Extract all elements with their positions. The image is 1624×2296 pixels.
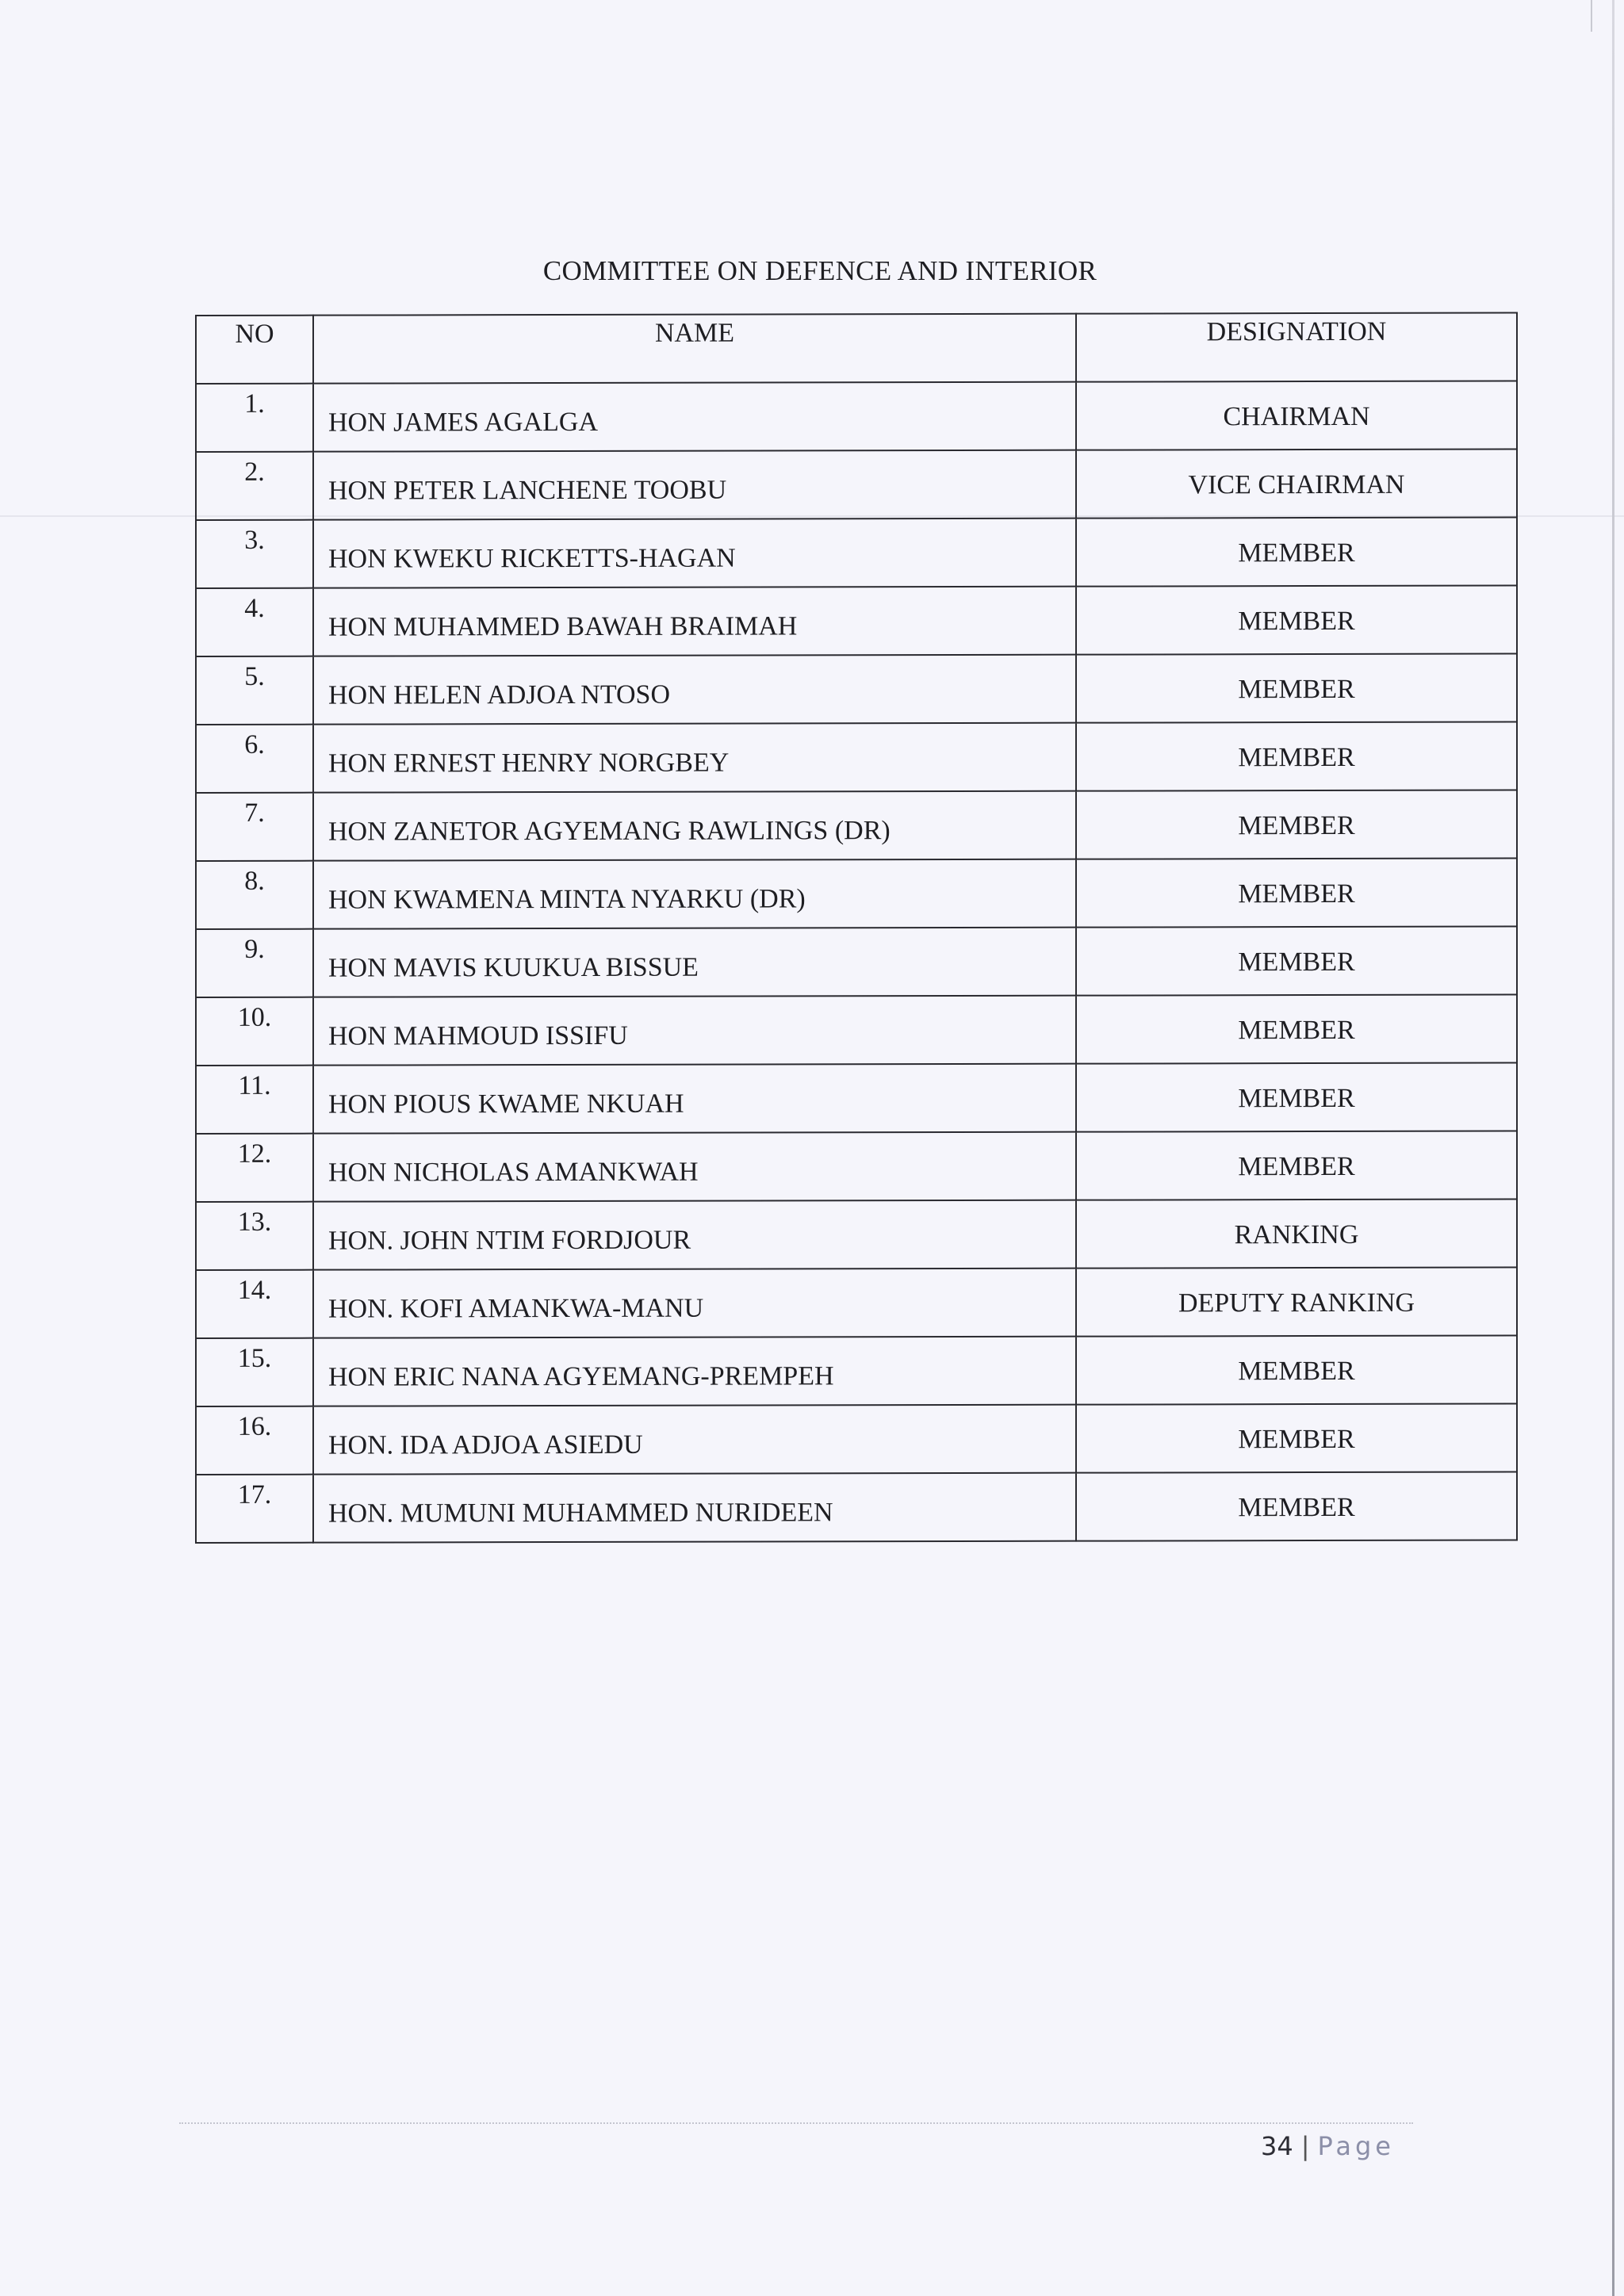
table-header-row — [196, 313, 1517, 384]
member-designation: MEMBER — [1076, 654, 1517, 723]
table-row — [196, 1200, 1517, 1270]
table-row — [196, 859, 1517, 929]
table-row — [196, 1404, 1517, 1475]
page-number: 34 — [1261, 2131, 1293, 2161]
scan-edge-right — [1612, 0, 1614, 2296]
member-designation: MEMBER — [1076, 1336, 1517, 1405]
member-name: HON ZANETOR AGYEMANG RAWLINGS (DR) — [313, 791, 1076, 861]
member-name: HON. MUMUNI MUHAMMED NURIDEEN — [313, 1473, 1076, 1543]
table-row — [196, 381, 1517, 452]
row-number: 14. — [196, 1270, 313, 1338]
member-designation: MEMBER — [1076, 790, 1517, 859]
row-number: 10. — [196, 997, 313, 1066]
table-row — [196, 654, 1517, 725]
page-word: Page — [1317, 2131, 1395, 2161]
row-number: 11. — [196, 1066, 313, 1134]
row-number: 9. — [196, 929, 313, 997]
row-number: 16. — [196, 1406, 313, 1475]
header-no: NO — [196, 316, 313, 384]
member-name: HON KWAMENA MINTA NYARKU (DR) — [313, 859, 1076, 929]
table-row — [196, 927, 1517, 997]
scan-edge-top-right — [1591, 0, 1592, 32]
table-row — [196, 722, 1517, 793]
member-designation: MEMBER — [1076, 1063, 1517, 1132]
table-row — [196, 1063, 1517, 1134]
table-row — [196, 1336, 1517, 1406]
footer-rule — [179, 2122, 1413, 2124]
member-name: HON PIOUS KWAME NKUAH — [313, 1064, 1076, 1134]
row-number: 2. — [196, 452, 313, 520]
row-number: 8. — [196, 861, 313, 929]
page-separator: | — [1300, 2131, 1310, 2161]
member-designation: DEPUTY RANKING — [1076, 1268, 1517, 1337]
member-designation: RANKING — [1076, 1200, 1517, 1269]
member-name: HON NICHOLAS AMANKWAH — [313, 1132, 1076, 1202]
table-row — [196, 995, 1517, 1066]
member-name: HON HELEN ADJOA NTOSO — [313, 655, 1076, 725]
member-designation: MEMBER — [1076, 1131, 1517, 1200]
row-number: 5. — [196, 656, 313, 725]
row-number: 17. — [196, 1475, 313, 1543]
member-designation: VICE CHAIRMAN — [1076, 450, 1517, 519]
member-name: HON KWEKU RICKETTS-HAGAN — [313, 519, 1076, 588]
row-number: 3. — [196, 520, 313, 588]
member-designation: MEMBER — [1076, 722, 1517, 791]
member-designation: MEMBER — [1076, 1472, 1517, 1541]
row-number: 6. — [196, 725, 313, 793]
member-name: HON PETER LANCHENE TOOBU — [313, 450, 1076, 520]
table-row — [196, 450, 1517, 520]
member-name: HON MUHAMMED BAWAH BRAIMAH — [313, 587, 1076, 656]
member-designation: MEMBER — [1076, 518, 1517, 587]
table-row — [196, 518, 1517, 588]
row-number: 13. — [196, 1202, 313, 1270]
row-number: 12. — [196, 1134, 313, 1202]
row-number: 7. — [196, 793, 313, 861]
row-number: 1. — [196, 384, 313, 452]
row-number: 15. — [196, 1338, 313, 1406]
member-name: HON MAHMOUD ISSIFU — [313, 996, 1076, 1066]
table-row — [196, 586, 1517, 656]
member-name: HON ERNEST HENRY NORGBEY — [313, 723, 1076, 793]
page-title: COMMITTEE ON DEFENCE AND INTERIOR — [542, 255, 1097, 286]
member-name: HON MAVIS KUUKUA BISSUE — [313, 928, 1076, 997]
member-designation: MEMBER — [1076, 859, 1517, 928]
member-name: HON. JOHN NTIM FORDJOUR — [313, 1200, 1076, 1270]
table-body — [196, 381, 1517, 1543]
member-designation: MEMBER — [1076, 586, 1517, 655]
committee-members-table — [195, 312, 1518, 1544]
header-name: NAME — [313, 314, 1076, 384]
table-row — [196, 790, 1517, 861]
member-name: HON JAMES AGALGA — [313, 382, 1076, 452]
member-designation: MEMBER — [1076, 927, 1517, 996]
table-row — [196, 1268, 1517, 1338]
member-name: HON. IDA ADJOA ASIEDU — [313, 1405, 1076, 1475]
table-row — [196, 1472, 1517, 1543]
header-designation: DESIGNATION — [1076, 313, 1517, 382]
member-name: HON ERIC NANA AGYEMANG-PREMPEH — [313, 1337, 1076, 1406]
member-designation: CHAIRMAN — [1076, 381, 1517, 450]
page-footer — [1261, 2131, 1395, 2161]
table-header — [196, 313, 1517, 384]
member-name: HON. KOFI AMANKWA-MANU — [313, 1269, 1076, 1338]
table-row — [196, 1131, 1517, 1202]
row-number: 4. — [196, 588, 313, 656]
member-designation: MEMBER — [1076, 995, 1517, 1064]
member-designation: MEMBER — [1076, 1404, 1517, 1473]
